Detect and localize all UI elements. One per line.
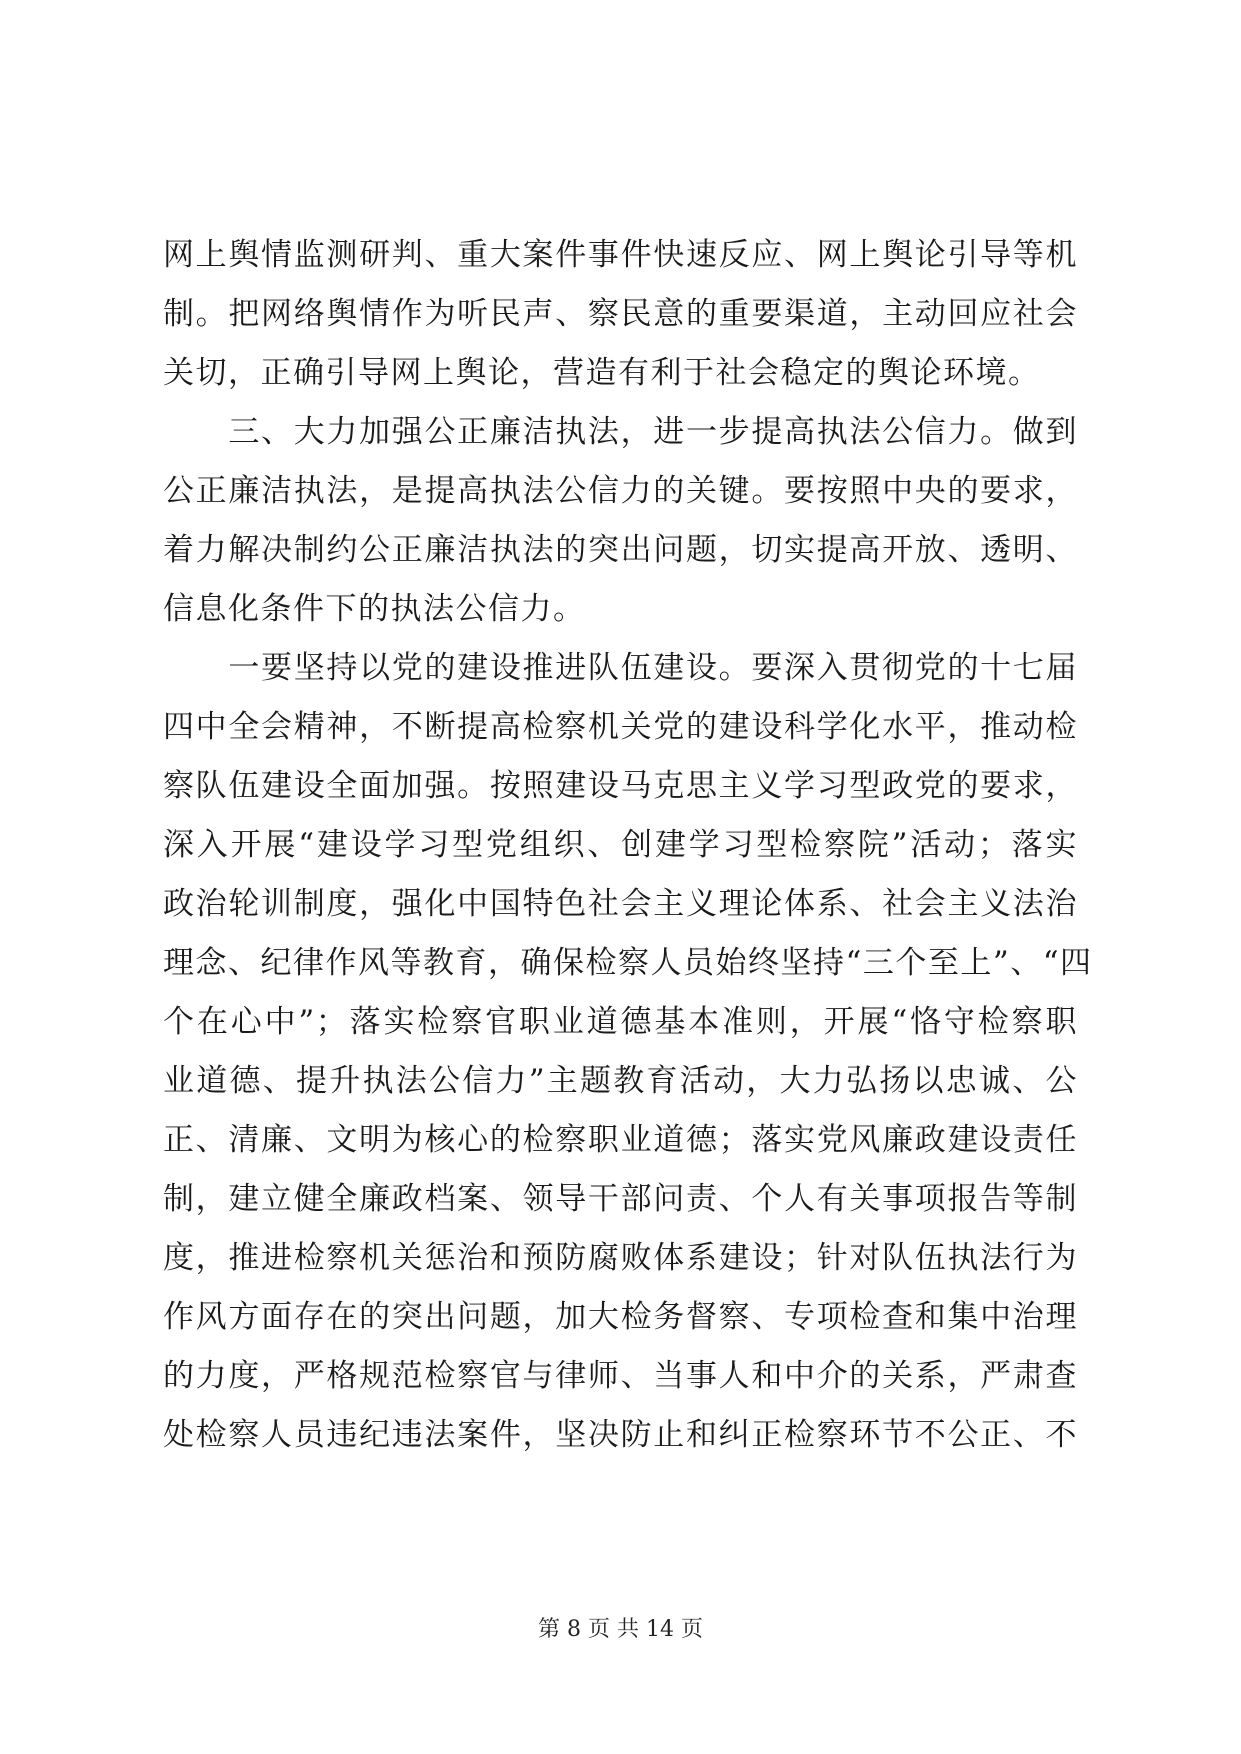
text-line: 关切，正确引导网上舆论，营造有利于社会稳定的舆论环境。 [163,355,1041,391]
text-line: 四中全会精神，不断提高检察机关党的建设科学化水平，推动检 [163,709,1078,745]
text-line: 深入开展“建设学习型党组织、创建学习型检察院”活动；落实 [163,827,1078,863]
text-line: 一要坚持以党的建设推进队伍建设。要深入贯彻党的十七届 [163,650,1078,686]
document-body [163,226,1093,1465]
text-line: 制，建立健全廉政档案、领导干部问责、个人有关事项报告等制 [163,1181,1078,1217]
text-line: 个在心中”；落实检察官职业道德基本准则，开展“恪守检察职 [163,1004,1078,1040]
text-line: 业道德、提升执法公信力”主题教育活动，大力弘扬以忠诚、公 [163,1063,1078,1099]
text-line: 察队伍建设全面加强。按照建设马克思主义学习型政党的要求， [163,768,1078,804]
text-line: 理念、纪律作风等教育，确保检察人员始终坚持“三个至上”、“四 [163,945,1093,981]
page-footer: 第 8 页 共 14 页 [538,1617,703,1642]
text-line: 处检察人员违纪违法案件，坚决防止和纠正检察环节不公正、不 [163,1417,1078,1453]
text-line: 度，推进检察机关惩治和预防腐败体系建设；针对队伍执法行为 [163,1240,1078,1276]
text-line: 网上舆情监测研判、重大案件事件快速反应、网上舆论引导等机 [163,237,1078,273]
text-line: 信息化条件下的执法公信力。 [163,591,586,627]
text-line: 的力度，严格规范检察官与律师、当事人和中介的关系，严肃查 [163,1358,1078,1394]
text-line: 着力解决制约公正廉洁执法的突出问题，切实提高开放、透明、 [163,532,1078,568]
text-line: 三、大力加强公正廉洁执法，进一步提高执法公信力。做到 [163,414,1078,450]
text-line: 制。把网络舆情作为听民声、察民意的重要渠道，主动回应社会 [163,296,1078,332]
text-line: 政治轮训制度，强化中国特色社会主义理论体系、社会主义法治 [163,886,1078,922]
text-line: 作风方面存在的突出问题，加大检务督察、专项检查和集中治理 [163,1299,1078,1335]
text-line: 公正廉洁执法，是提高执法公信力的关键。要按照中央的要求， [163,473,1078,509]
text-line: 正、清廉、文明为核心的检察职业道德；落实党风廉政建设责任 [163,1122,1078,1158]
